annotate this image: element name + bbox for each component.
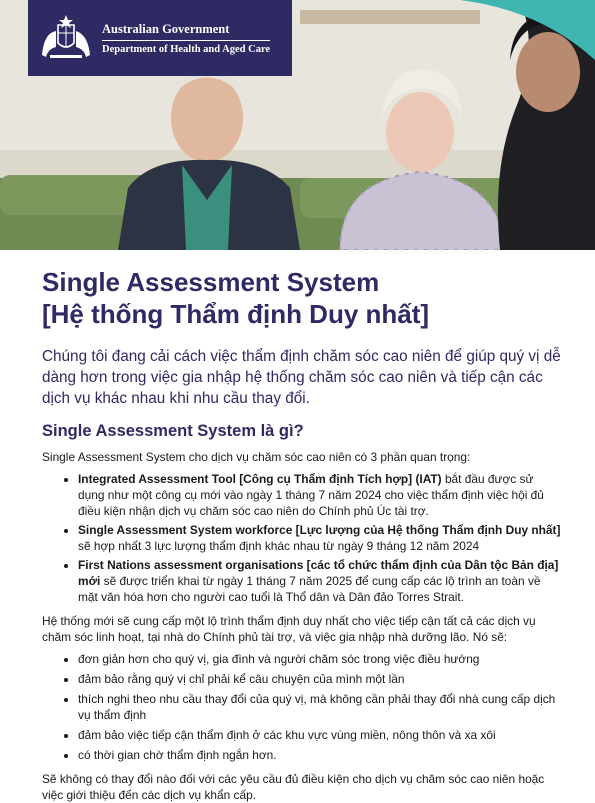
list-item: • đảm bảo rằng quý vị chỉ phải kể câu chuyện của mình một lần [78, 671, 562, 687]
list-item-bold: Single Assessment System workforce [Lực lượng của Hệ thống Thẩm định Duy nhất] [78, 523, 561, 537]
list-item-bold: Integrated Assessment Tool [Công cụ Thẩm định Tích hợp] (IAT) [78, 472, 442, 486]
list-item [78, 471, 562, 519]
benefits-list [42, 651, 562, 763]
list-item [78, 522, 562, 554]
list-item: • đơn giản hơn cho quý vị, gia đình và người chăm sóc trong việc điều hướng [78, 651, 562, 667]
list-item-text: sẽ hợp nhất 3 lực lượng thẩm định khác nhau từ ngày 9 tháng 12 năm 2024 [78, 539, 480, 553]
system-parts-list [42, 471, 562, 605]
document-body [42, 266, 562, 803]
commonwealth-coat-of-arms-icon [36, 13, 96, 63]
department-name: Department of Health and Aged Care [102, 43, 271, 55]
government-name: Australian Government [102, 22, 270, 41]
closing-paragraph: Sẽ không có thay đổi nào đối với các yêu cầu đủ điều kiện cho dịch vụ chăm sóc cao niên hoặc việc giới thiệu đến các dịch vụ khẩn cấp. [42, 772, 545, 802]
list-item-bold: First Nations assessment organisations [các tổ chức thẩm định của Dân tộc Bản địa] mới [78, 558, 559, 588]
list-item-text: bắt đầu được sử dụng như một công cụ mới vào ngày 1 tháng 7 năm 2024 cho việc thẩm định việc hội đủ điều kiện nhận dịch vụ chăm sóc cao niên do Chính phủ Úc tài trợ. [78, 472, 544, 518]
list-item: • có thời gian chờ thẩm định ngắn hơn. [78, 747, 562, 763]
page-title [42, 266, 562, 330]
list-item [78, 557, 562, 605]
page-title-line2: [Hệ thống Thẩm định Duy nhất] [42, 299, 430, 329]
section-heading: Single Assessment System là gì? [42, 422, 304, 440]
hero-photo [0, 0, 595, 250]
list-item-text: sẽ được triển khai từ ngày 1 tháng 7 năm 2025 để cung cấp các lộ trình an toàn về mặt văn hóa hơn cho người cao tuổi là Thổ dân và Dân đảo Torres Strait. [78, 574, 541, 604]
section-lead: Single Assessment System cho dịch vụ chăm sóc cao niên có 3 phần quan trọng: [42, 450, 471, 464]
intro-paragraph: Chúng tôi đang cải cách việc thẩm định chăm sóc cao niên để giúp quý vị dễ dàng hơn trong việc gia nhập hệ thống chăm sóc cao niên và tiếp cận các dịch vụ khác nhau khi nhu cầu thay đổi. [42, 348, 561, 407]
government-banner [28, 0, 292, 76]
list-item: • thích nghi theo nhu cầu thay đổi của quý vị, mà không cần phải thay đổi nhà cung cấp dịch vụ thẩm định [78, 691, 562, 723]
list-item: • đảm bảo việc tiếp cận thẩm định ở các khu vực vùng miền, nông thôn và xa xôi [78, 727, 562, 743]
page-title-line1: Single Assessment System [42, 267, 380, 297]
system-paragraph: Hệ thống mới sẽ cung cấp một lộ trình thẩm định duy nhất cho việc tiếp cận tất cả các dịch vụ chăm sóc linh hoạt, tại nhà do Chính phủ tài trợ, và việc gia nhập nhà dưỡng lão. Nó sẽ: [42, 614, 536, 644]
